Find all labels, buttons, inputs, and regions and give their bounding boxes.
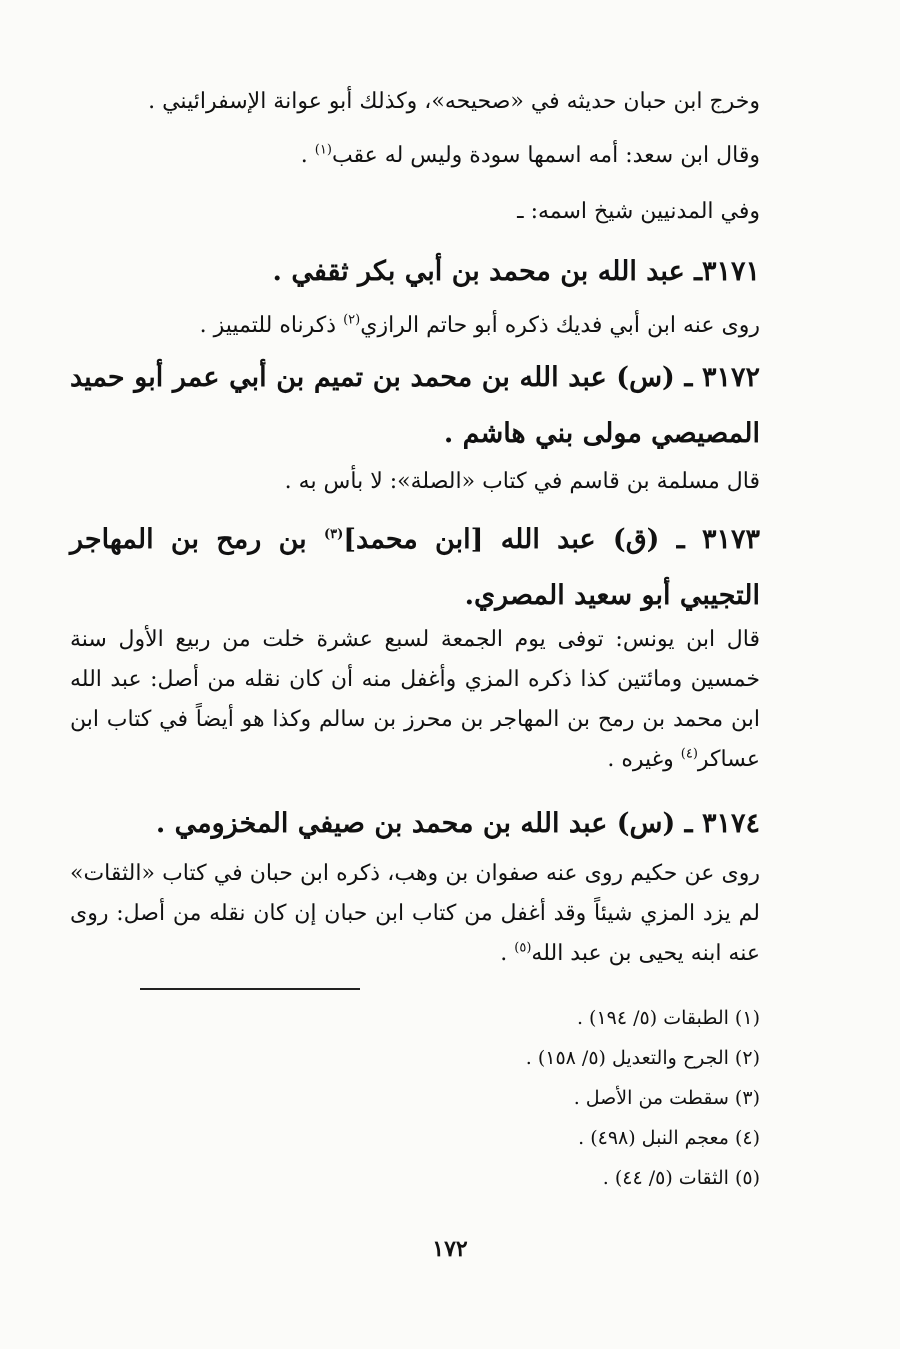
entry-heading <box>70 350 760 462</box>
entry-heading <box>70 512 760 624</box>
entry-heading-text: بن رمح بن المهاجر التجيبي أبو سعيد المصري. <box>70 524 760 611</box>
entry-body-text: روى عنه ابن أبي فديك ذكره أبو حاتم الرازي <box>360 313 760 338</box>
paragraph <box>70 136 760 176</box>
entry-body-text: . <box>500 941 515 966</box>
footnote-marker[interactable]: (٣) <box>323 527 344 542</box>
entry-heading-text: ٣١٧٢ ـ (س) عبد الله بن محمد بن تميم بن أبي عمر أبو حميد المصيصي مولى بني هاشم . <box>70 362 760 449</box>
entry-heading <box>70 796 760 852</box>
entry-heading <box>70 244 760 300</box>
footnote-item: (١) الطبقات (٥/ ١٩٤) . <box>576 1007 760 1029</box>
paragraph-text: . <box>300 143 315 168</box>
paragraph-text: وفي المدنيين شيخ اسمه: ـ <box>517 199 760 224</box>
footnote-marker[interactable]: (٥) <box>514 940 532 956</box>
entry-heading-text: ٣١٧٤ ـ (س) عبد الله بن محمد بن صيفي المخزومي . <box>155 808 760 839</box>
paragraph <box>70 82 760 122</box>
entry-heading-text: ٣١٧١ـ عبد الله بن محمد بن أبي بكر ثقفي . <box>272 256 760 287</box>
page-number: ١٧٢ <box>432 1236 468 1262</box>
footnote-marker[interactable]: (٤) <box>680 746 698 762</box>
paragraph <box>70 192 760 232</box>
footnote-divider <box>140 988 360 990</box>
entry-body-text: قال مسلمة بن قاسم في كتاب «الصلة»: لا بأس به . <box>284 469 760 494</box>
entry-heading-text: ٣١٧٣ ـ (ق) عبد الله [ابن محمد] <box>343 524 760 555</box>
entry-body <box>70 854 760 974</box>
footnotes <box>70 998 760 1198</box>
entry-body <box>70 462 760 502</box>
entry-body-text: وغيره . <box>607 747 681 772</box>
entry-body-text: قال ابن يونس: توفى يوم الجمعة لسبع عشرة خلت من ربيع الأول سنة خمسين ومائتين كذا ذكره المزي وأغفل منه أن كان نقله من أصل: عبد الله ابن محمد بن رمح بن المهاجر بن محرز بن سالم وكذا هو أيضاً في كتاب ابن عساكر <box>70 627 760 772</box>
entry-body-text: روى عن حكيم روى عنه صفوان بن وهب، ذكره ابن حبان في كتاب «الثقات» لم يزد المزي شيئاً وقد أغفل من كتاب ابن حبان إن كان نقله من أصل: روى عنه ابنه يحيى بن عبد الله <box>70 861 760 966</box>
paragraph-text: وقال ابن سعد: أمه اسمها سودة وليس له عقب <box>331 143 760 168</box>
footnote-item: (٣) سقطت من الأصل . <box>573 1087 760 1109</box>
paragraph-text: وخرج ابن حبان حديثه في «صحيحه»، وكذلك أبو عوانة الإسفرائيني . <box>148 89 760 114</box>
footnote-item: (٥) الثقات (٥/ ٤٤) . <box>602 1167 760 1189</box>
entry-body <box>70 306 760 346</box>
entry-body-text: ذكرناه للتمييز . <box>199 313 344 338</box>
footnote-item: (٢) الجرح والتعديل (٥/ ١٥٨) . <box>525 1047 760 1069</box>
footnote-marker[interactable]: (١) <box>314 142 332 158</box>
footnote-marker[interactable]: (٢) <box>343 312 361 328</box>
entry-body <box>70 620 760 780</box>
footnote-item: (٤) معجم النبل (٤٩٨) . <box>578 1127 760 1149</box>
